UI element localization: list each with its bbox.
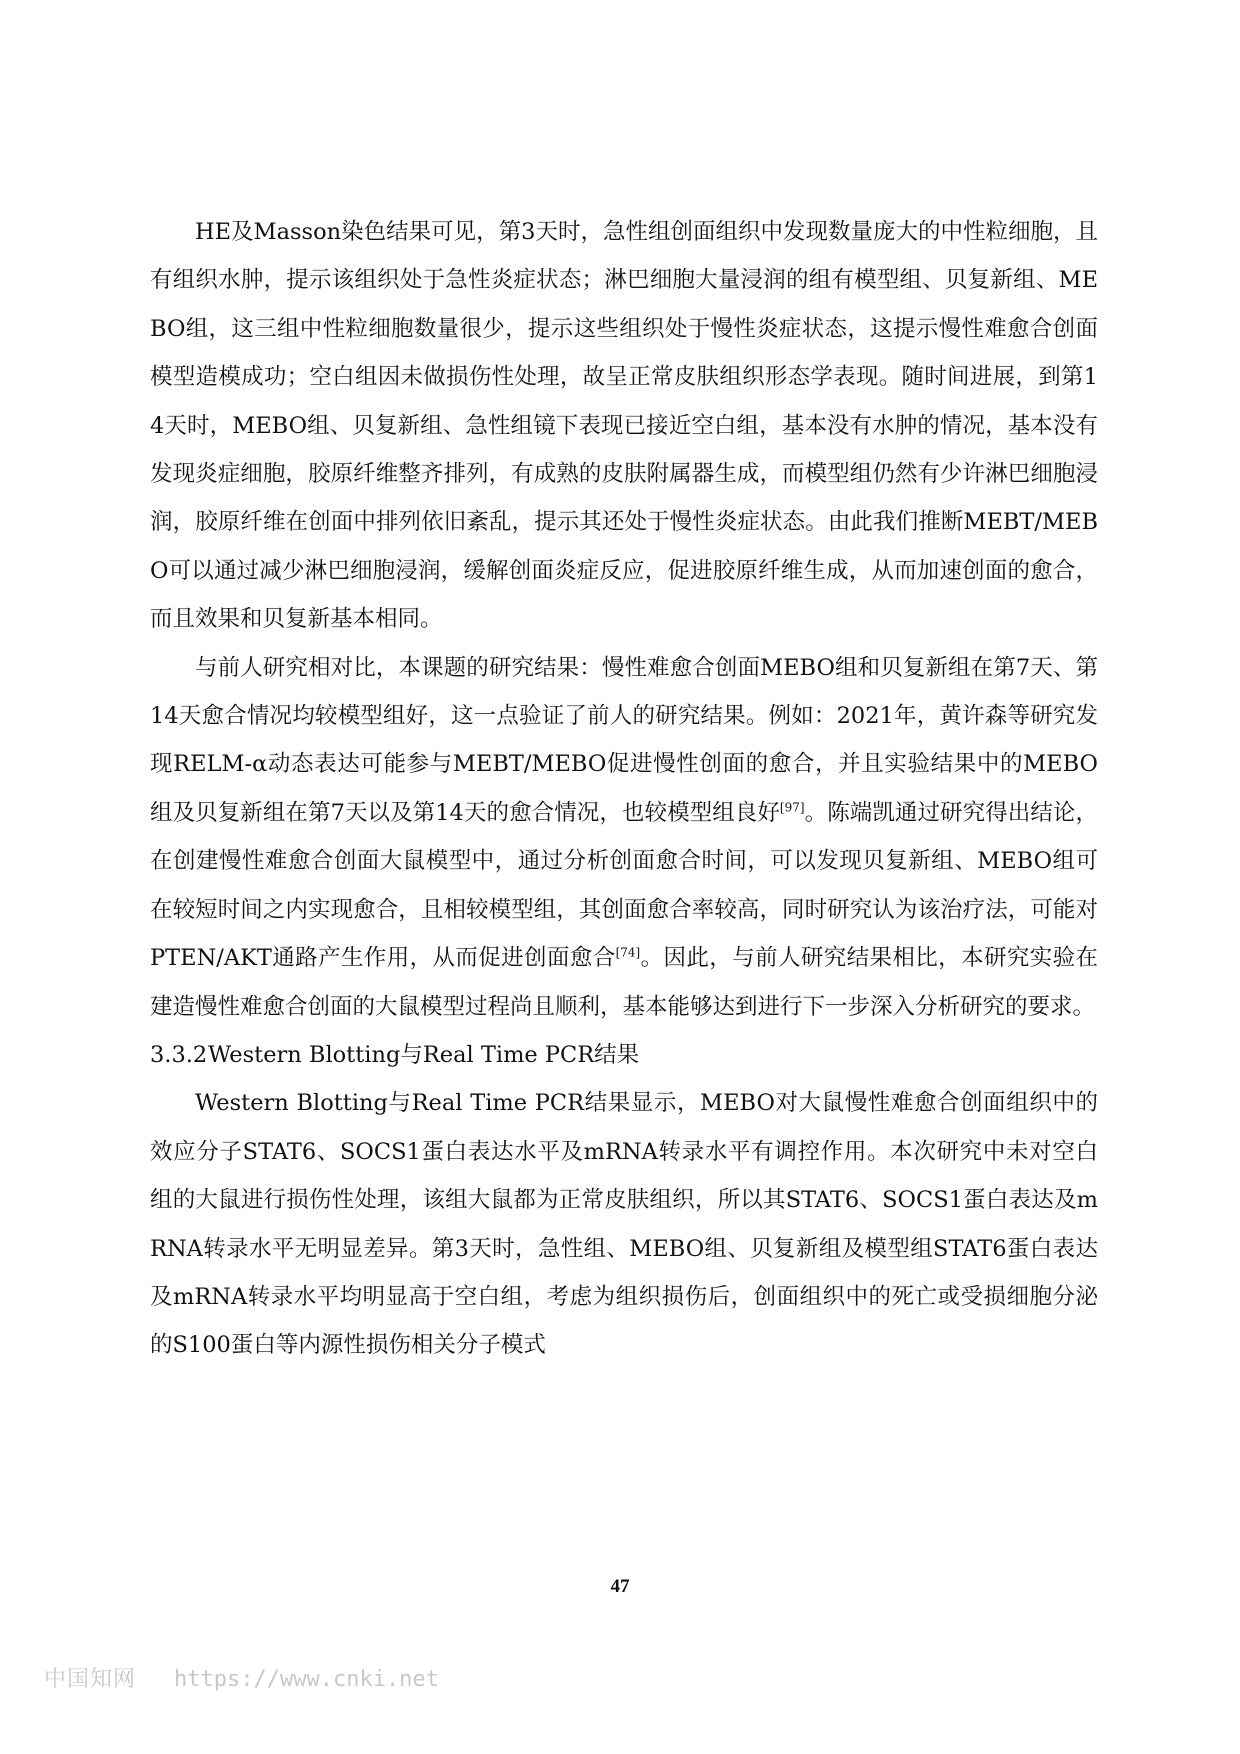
- section-title: Western Blotting与Real Time PCR结果: [208, 1041, 640, 1068]
- paragraph-comparison-previous-studies: [150, 644, 1098, 1031]
- section-heading: [150, 1031, 1098, 1079]
- watermark-url[interactable]: https://www.cnki.net: [174, 1667, 439, 1692]
- page-number: 47: [610, 1576, 630, 1597]
- section-number: 3.3.2: [150, 1041, 208, 1068]
- citation-97[interactable]: [97]: [779, 800, 805, 815]
- paragraph-text: 。陈端凯通过研究得出结论，在创建慢性难愈合创面大鼠模型中，通过分析创面愈合时间，可以发现贝复新组、MEBO组可在较短时间之内实现愈合，且相较模型组，其创面愈合率较高，同时研究认为该治疗法，可能对PTEN/AKT通路产生作用，从而促进创面愈合: [150, 799, 1098, 972]
- paragraph-western-blot-results: Western Blotting与Real Time PCR结果显示，MEBO对大鼠慢性难愈合创面组织中的效应分子STAT6、SOCS1蛋白表达水平及mRNA转录水平有调控作用。本次研究中未对空白组的大鼠进行损伤性处理，该组大鼠都为正常皮肤组织，所以其STAT6、SOCS1蛋白表达及mRNA转录水平无明显差异。第3天时，急性组、MEBO组、贝复新组及模型组STAT6蛋白表达及mRNA转录水平均明显高于空白组，考虑为组织损伤后，创面组织中的死亡或受损细胞分泌的S100蛋白等内源性损伤相关分子模式: [150, 1090, 1098, 1359]
- cnki-watermark: [44, 1662, 439, 1693]
- page-body: [150, 208, 1098, 1370]
- paragraph-text: 与前人研究相对比，本课题的研究结果：慢性难愈合创面MEBO组和贝复新组在第7天、第14天愈合情况均较模型组好，这一点验证了前人的研究结果。例如：2021年，黄许森等研究发现RELM-α动态表达可能参与MEBT/MEBO促进慢性创面的愈合，并且实验结果中的MEBO组及贝复新组在第7天以及第14天的愈合情况，也较模型组良好: [150, 654, 1098, 826]
- watermark-brand: 中国知网: [44, 1667, 137, 1692]
- citation-74[interactable]: [74]: [615, 945, 641, 960]
- paragraph-text: 。因此，与前人研究结果相比，本研究实验在建造慢性难愈合创面的大鼠模型过程尚且顺利，基本能够达到进行下一步深入分析研究的要求。: [150, 945, 1098, 1020]
- paragraph-he-masson-results: HE及Masson染色结果可见，第3天时，急性组创面组织中发现数量庞大的中性粒细胞，且有组织水肿，提示该组织处于急性炎症状态；淋巴细胞大量浸润的组有模型组、贝复新组、MEBO组，这三组中性粒细胞数量很少，提示这些组织处于慢性炎症状态，这提示慢性难愈合创面模型造模成功；空白组因未做损伤性处理，故呈正常皮肤组织形态学表现。随时间进展，到第14天时，MEBO组、贝复新组、急性组镜下表现已接近空白组，基本没有水肿的情况，基本没有发现炎症细胞，胶原纤维整齐排列，有成熟的皮肤附属器生成，而模型组仍然有少许淋巴细胞浸润，胶原纤维在创面中排列依旧紊乱，提示其还处于慢性炎症状态。由此我们推断MEBT/MEBO可以通过减少淋巴细胞浸润，缓解创面炎症反应，促进胶原纤维生成，从而加速创面的愈合，而且效果和贝复新基本相同。: [150, 219, 1098, 633]
